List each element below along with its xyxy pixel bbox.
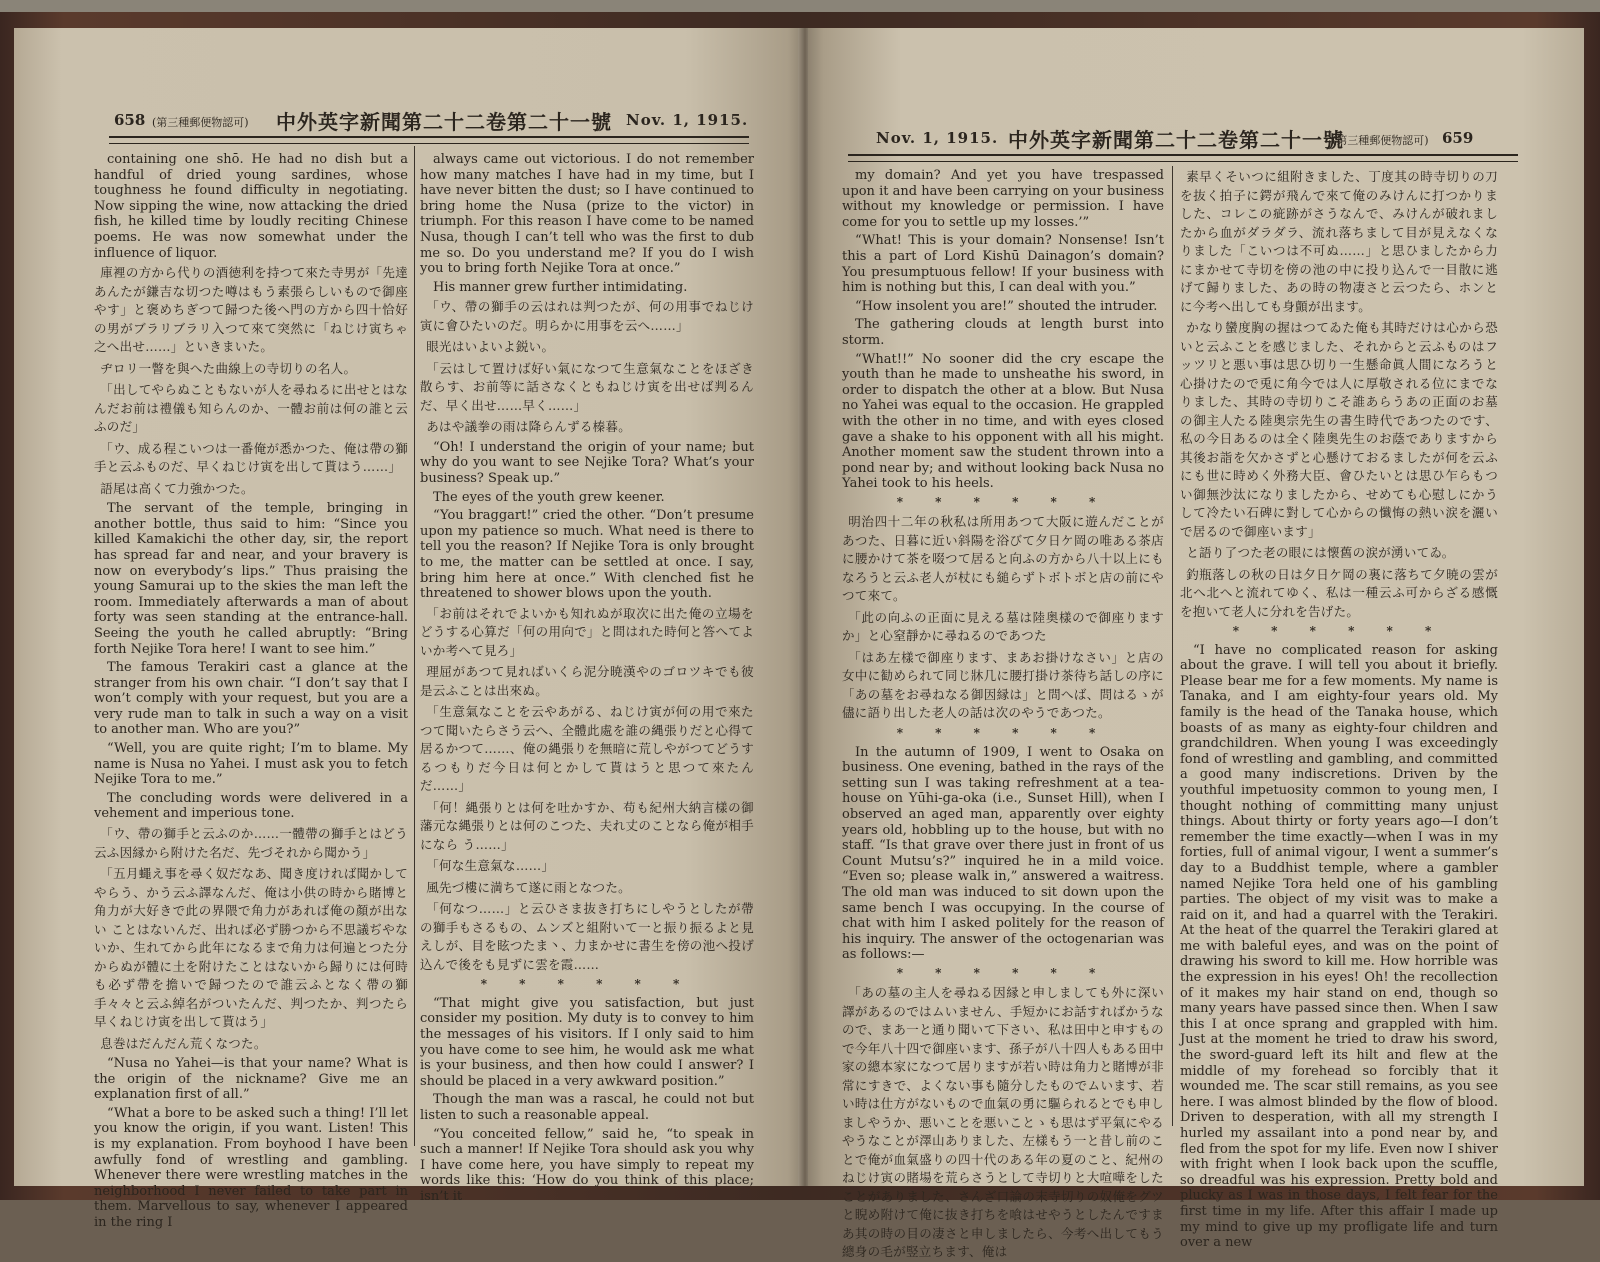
article-paragraph: 「何！縄張りとは何を吐かすか、苟も紀州大納言樣の御藩元な縄張りとは何のこつた、夫れ丈のことなら俺が相手になら う……」 — [420, 799, 754, 852]
article-paragraph: ヂロリ一瞥を與へた曲線上の寺切りの名人。 — [100, 360, 357, 376]
article-paragraph: “What! This is your domain? Nonsense! Isn’t this a part of Lord Kishū Dainagon’s domain? You presumptuous fellow! If your business with him is nothing but this, I can deal with you.” — [842, 233, 1164, 296]
right-page-header — [808, 124, 1584, 154]
article-paragraph: containing one shō. He had no dish but a handful of dried young sardines, whose toughness he found difficulty in negotiating. Now sipping the wine, now attacking the dried fish, he killed time by loudly reciting Chinese poems. He was now somewhat under the influence of liquor. — [94, 152, 408, 261]
article-paragraph: 風先づ樓に満ちて遂に雨となつた。 — [426, 879, 631, 895]
article-paragraph: 「ウ、帶の獅手の云はれは判つたが、何の用事でねじけ寅に會ひたいのだ。明らかに用事を云へ……」 — [420, 299, 754, 333]
article-paragraph: 「出してやらぬこともないが人を尋ねるに出せとはなんだお前は禮儀も知らんのか、一體お前は何の誰と云ふのだ」 — [94, 382, 408, 435]
section-break: * * * * * * — [480, 977, 694, 992]
article-paragraph: “What a bore to be asked such a thing! I’ll let you know the origin, if you want. Listen! This is my explanation. From boyhood I have been awfully fond of wrestling and gambling. Whenever there were wrestling matches in the neighborhood I never failed to take part in them. Marvellous to say, whenever I appeared in the ring I — [94, 1105, 409, 1230]
section-break: * * * * * * — [896, 965, 1110, 980]
article-paragraph: 「何な生意氣な……」 — [426, 858, 555, 874]
article-paragraph: と語り了つた老の眼には懐舊の涙が湧いてゐ。 — [1186, 545, 1455, 560]
header-rule — [848, 154, 1518, 162]
newspaper-title: 中外英字新聞第二十二卷第二十一號 — [276, 110, 612, 134]
issue-date: Nov. 1, 1915. — [876, 129, 999, 147]
article-paragraph: かなり蠻度胸の握はつてゐた俺も其時だけは心から恐いと云ふことを感じました、それからと云ふものはフッツリと悪い事は思ひ切り一生懸命眞人間になろうと心掛けたので兎に角今では人に厚敬される位にまでなりました、其時の寺切りこそ誰あらうあの正面のお墓の御主人たる陸奥宗先生の書生時代であつたのです、私の今日あるのは全く陸奥先生のお蔭でありますから其後お詣を欠かさずと心懸けておるましたが何を云ふにも世に時めく外務大臣、會ひたいとは思ひ乍らもつい御無沙汰になりましたから、せめても心慰しにかうして冷たい石碑に對して心からの懺悔の熱い涙を灑いで居るので御座います」 — [1180, 320, 1498, 539]
article-paragraph: 明治四十二年の秋私は所用あつて大阪に遊んだことがあつた、日暮に近い斜陽を浴びて夕日ケ岡の唯ある茶店に腰かけて茶を啜つて居ると向ふの方から八十以上にもなろうと云ふ老人が杖にも縋らずトボトボと店の前にやつて來て。 — [842, 514, 1164, 604]
article-paragraph: The concluding words were delivered in a vehement and imperious tone. — [94, 790, 408, 822]
article-paragraph: あはや議拳の雨は降らんずる榛暮。 — [426, 419, 632, 435]
left-column-1 — [94, 152, 409, 1230]
article-paragraph: 「生意氣なことを云やあがる、ねじけ寅が何の用で來たつて聞いたらさう云へ、全體此處を誰の縄張りだと心得て居るかつて……、俺の縄張りを無暗に荒しやがつてどうするつもりだ今日は何とかして貰はうと思つて來たんだ……」 — [420, 704, 754, 794]
article-paragraph: “You braggart!” cried the other. “Don’t presume upon my patience so much. What need is there to tell you the reason? If Nejike Tora is only brought to me, the matter can be settled at once. I say, bring him here at once.” With clenched fist he threatened to shower blows upon the youth. — [420, 508, 754, 602]
column-divider — [1172, 166, 1173, 1126]
column-divider — [414, 146, 415, 1146]
article-paragraph: 「此の向ふの正面に見える墓は陸奥樣ので御座りますか」と心窒靜かに尋ねるのであつた — [842, 609, 1164, 644]
article-paragraph: my domain? And yet you have trespassed upon it and have been carrying on your business without my knowledge or permission. I have come for you to settle up my losses.’” — [842, 168, 1164, 230]
left-column-2 — [420, 152, 754, 1204]
left-page — [14, 28, 804, 1230]
article-paragraph: “Nusa no Yahei—is that your name? What is the origin of the nickname? Give me an explanation first of all.” — [94, 1056, 408, 1103]
article-paragraph: In the autumn of 1909, I went to Osaka on business. One evening, bathed in the rays of the setting sun I was taking refreshment at a tea-house on Yūhi-ga-oka (i.e., Sunset Hill), when I observed an aged man, apparently over eighty years old, hobbling up to the house, but with no staff. “Is that grave over there just in front of us Count Mutsu’s?” inquired he in a mild voice. “Even so; please walk in,” answered a waitress. The old man was induced to sit down upon the same bench I was occupying. In the course of chat with him I asked politely for the reason of his inquiry. The answer of the octogenarian was as follows:— — [842, 744, 1164, 963]
newspaper-title: 中外英字新聞第二十二卷第二十一號 — [1008, 128, 1344, 152]
left-page-header — [14, 106, 804, 136]
article-paragraph: 「はあ左樣で御座ります、まあお掛けなさい」と店の女中に勧められて同じ牀几に腰打掛け茶待ち話しの序に「あの墓をお尋ねなる御因縁は」と問へば、問はるゝが儘に語り出した老人の話は次のやうであつた。 — [842, 649, 1164, 721]
page-number: 658 — [114, 111, 146, 129]
article-paragraph: Though the man was a rascal, he could not but listen to such a reasonable appeal. — [420, 1092, 754, 1124]
article-paragraph: His manner grew further intimidating. — [433, 279, 688, 295]
article-paragraph: “You conceited fellow,” said he, “to speak in such a manner! If Nejike Tora should ask you why I have come here, you have simply to repeat my words like this: ‘How do you think of this place; isn’t it — [420, 1126, 754, 1204]
article-paragraph: The servant of the temple, bringing in another bottle, thus said to him: “Since you killed Kamakichi the other day, sir, the report has spread far and near, and your bravery is now on everybody’s lips.” Thus praising the young Samurai up to the skies the man left the room. Immediately afterwards a man of about forty was seen standing at the entrance-hall. Seeing the youth he called abruptly: “Bring forth Nejike Tora here! I want to see him.” — [94, 501, 408, 657]
article-paragraph: 「ウ、帶の獅手と云ふのか……一體帶の獅手とはどう云ふ因縁から附けた名だ、先づそれから聞かう」 — [94, 826, 408, 860]
postal-permit: (第三種郵便物認可) — [1332, 134, 1429, 147]
section-break: * * * * * * — [1232, 624, 1446, 638]
page-number: 659 — [1442, 129, 1474, 147]
section-break: * * * * * * — [896, 725, 1110, 740]
right-page — [808, 28, 1584, 1260]
article-paragraph: 「ウ、成る程こいつは一番俺が悉かつた、俺は帶の獅手と云ふものだ、早くねじけ寅を出して貰はう……」 — [94, 440, 408, 475]
right-column-2 — [1180, 168, 1498, 1251]
article-paragraph: The eyes of the youth grew keener. — [433, 489, 665, 505]
article-paragraph: “That might give you satisfaction, but just consider my position. My duty is to convey to him the messages of his visitors. If I only said to him you have come to see him, he would ask me what is your business, and then how could I answer? I should be placed in a very awkward position.” — [420, 995, 754, 1089]
article-paragraph: 「あの墓の主人を尋ねる因縁と申しましても外に深い譯があるのではムいません、手短かにお話すればかうなので、まあ一と通り聞いて下さい、私は田中と申すもので今年八十四で御座います、孫子が八十四人もある田中家の總本家になつて居りますが若い時は角力と賭博が非常にすきで、よくない事も隨分したものでムいます、若い時は仕方がないもので血氣の勇に驅られるとでも申しましやうか、悪いことを悪いことゝも思はず平氣にやるやうなことが澤山ありました、左樣もう一と昔し前のことで俺が血氣盛りの四十代のある年の夏のこと、紀州のねじけ寅の賭場を荒らさうとして寺切りと大喧嘩をしたことがありました、さんざ口論の末寺切りの奴俺をグツと睨め附けて俺に抜き打ちを喰はせやうとしたんですまあ其の時の目の凄さと申しましたら、今考へ出してもう總身の毛が竪立ちます、俺は — [842, 985, 1164, 1260]
article-paragraph: The famous Terakiri cast a glance at the stranger from his own chair. “I don’t say that I won’t comply with your request, but you are a very rude man to talk in such a way on a visit to another man. Who are you?” — [94, 660, 408, 738]
article-paragraph: “Oh! I understand the origin of your name; but why do you want to see Nejike Tora? What’s your business? Speak up.” — [420, 439, 754, 487]
section-break: * * * * * * — [896, 494, 1110, 509]
article-paragraph: 「何なつ……」と云ひさま抜き打ちにしやうとしたが帶の獅手もさるもの、ムンズと組附いて一と振り振るよと見えしが、目を眩つたま丶、力まかせに書生を傍の池へ投げ込んで後をも見ずに雲を霞…… — [420, 901, 754, 972]
article-paragraph: “Well, you are quite right; I’m to blame. My name is Nusa no Yahei. I must ask you to fetch Nejike Tora to me.” — [94, 741, 408, 788]
article-paragraph: 庫裡の方から代りの酒徳利を持つて來た寺男が「先達あんたが鎌吉な切つた噂はもう素張らしいもので御座やす」と褒めちぎつて歸つた後へ門の方から四十恰好の男がブラリブラリ入つて來て突然に「ねじけ寅ちゃ之へ出せ……」といきまいた。 — [94, 265, 408, 355]
article-paragraph: The gathering clouds at length burst into storm. — [842, 317, 1164, 348]
article-paragraph: “How insolent you are!” shouted the intruder. — [855, 298, 1158, 314]
article-paragraph: 「五月蠅え事を尋く奴だなあ、聞き度ければ聞かしてやらう、かう云ふ譯なんだ、俺は小供の時から賭博と角力が大好きで此の界隈で角力があれば俺の顏が出ない ことはないんだ、出れば必ず勝つから不思議ぢやないか、生れてから此年になるまで角力は何遍とつた分からぬが體に土を附けたことはないから歸りには何時も必ず帶を擔いで歸つたので誰云ふとなく帶の獅手々々と云ふ綽名がついたんだ、判つたか、判つたら早くねじけ寅を出して貰はう」 — [94, 866, 408, 1030]
header-rule — [109, 136, 749, 144]
issue-date: Nov. 1, 1915. — [626, 111, 749, 129]
article-paragraph: always came out victorious. I do not remember how many matches I have had in my time, but I have never bitten the dust; so I have continued to bring home the Nusa (prize to the victor) in triumph. For this reason I have come to be named Nusa, though I can’t tell who was the first to dub me so. Do you understand me? If you do I wish you to bring forth Nejike Tora at once.” — [420, 152, 754, 277]
postal-permit: (第三種郵便物認可) — [152, 116, 249, 129]
article-paragraph: “I have no complicated reason for asking about the grave. I will tell you about it briefly. Please bear me for a few moments. My name is Tanaka, and I am eighty-four years old. My family is the head of the Tanaka house, which boasts of as many as eighty-four children and grandchildren. When young I was exceedingly fond of wrestling and gambling, and committed a good many indiscretions. Driven by the youthful impetuosity common to young men, I thought nothing of committing many unjust things. About thirty or forty years ago—I don’t remember the time exactly—when I was in my forties, full of animal vigour, I went a summer’s day to a Buddhist temple, where a gambler named Nejike Tora held one of his gambling parties. The object of my visit was to make a raid on it, and had a quarrel with the Terakiri. At the heat of the quarrel the Terakiri glared at me with baleful eyes, and was on the point of drawing his sword to kill me. How horrible was the expression in his eyes! Oh! the recollection of it makes my hair stand on end, though so many years have passed since then. When I saw this I at once sprang and grappled with him. Just at the moment he tried to draw his sword, the sword-guard left its hilt and flew at the middle of my forehead so forcibly that it wounded me. The scar still remains, as you see here. I was almost blinded by the flow of blood. Driven to desperation, with all my strength I hurled my assailant into a pond near by, and fled from the spot for my life. Even now I shiver with fright when I look back upon the scuffle, so dreadful was his expression. Pretty bold and plucky as I was in those days, I felt fear for the first time in my life. After this affair I made up my mind to give up my profligate life and turn over a new — [1180, 642, 1498, 1251]
article-paragraph: 眼光はいよいよ鋭い。 — [426, 339, 555, 355]
article-paragraph: 息巻はだんだん荒くなつた。 — [100, 1035, 267, 1051]
article-paragraph: 理屈があつて見ればいくら泥分暁漢やのゴロツキでも彼是云ふことは出來ぬ。 — [420, 664, 754, 698]
article-paragraph: 「お前はそれでよいかも知れぬが取次に出た俺の立場をどうする心算だ「何の用向で」と問はれた時何と答へてよいか考へて見ろ」 — [420, 605, 754, 658]
article-paragraph: 「云はして置けば好い氣になつて生意氣なことをほざき散らす、お前等に話さなくともねじけ寅を出せば判るんだ、早く出せ……早く……」 — [420, 360, 754, 413]
right-column-1 — [842, 168, 1164, 1260]
article-paragraph: 釣瓶落しの秋の日は夕日ケ岡の裏に落ちて夕暁の雲が北へ北へと流れてゆく、私は一種云ふ可からざる感慨を抱いて老人に分れを告げた。 — [1180, 566, 1498, 619]
article-paragraph: 素早くそいつに組附きました、丁度其の時寺切りの刀を抜く拍子に鍔が飛んで來て俺のみけんに打つかりました、コレこの疵跡がさうなんで、みけんが破れましたから血がダラダラ、流れ落ちまして目が見えなくなりました「こいつは不可ぬ……」と思ひましたから力にまかせて寺切を傍の池の中に投り込んで一目散に逃げて歸りました、あの時の物凄さと云つたら、ホンとに今考へ出しても身顫が出ます。 — [1180, 169, 1498, 314]
article-paragraph: “What!!” No sooner did the cry escape the youth than he made to unsheathe his sword, in order to dispatch the other at a blow. But Nusa no Yahei was equal to the occasion. He grappled with the other in no time, and with eyes closed gave a shake to his opponent with all his might. Another moment saw the student thrown into a pond near by; and without looking back Nusa no Yahei took to his heels. — [842, 351, 1164, 492]
article-paragraph: 語尾は高くて力強かつた。 — [100, 480, 254, 496]
